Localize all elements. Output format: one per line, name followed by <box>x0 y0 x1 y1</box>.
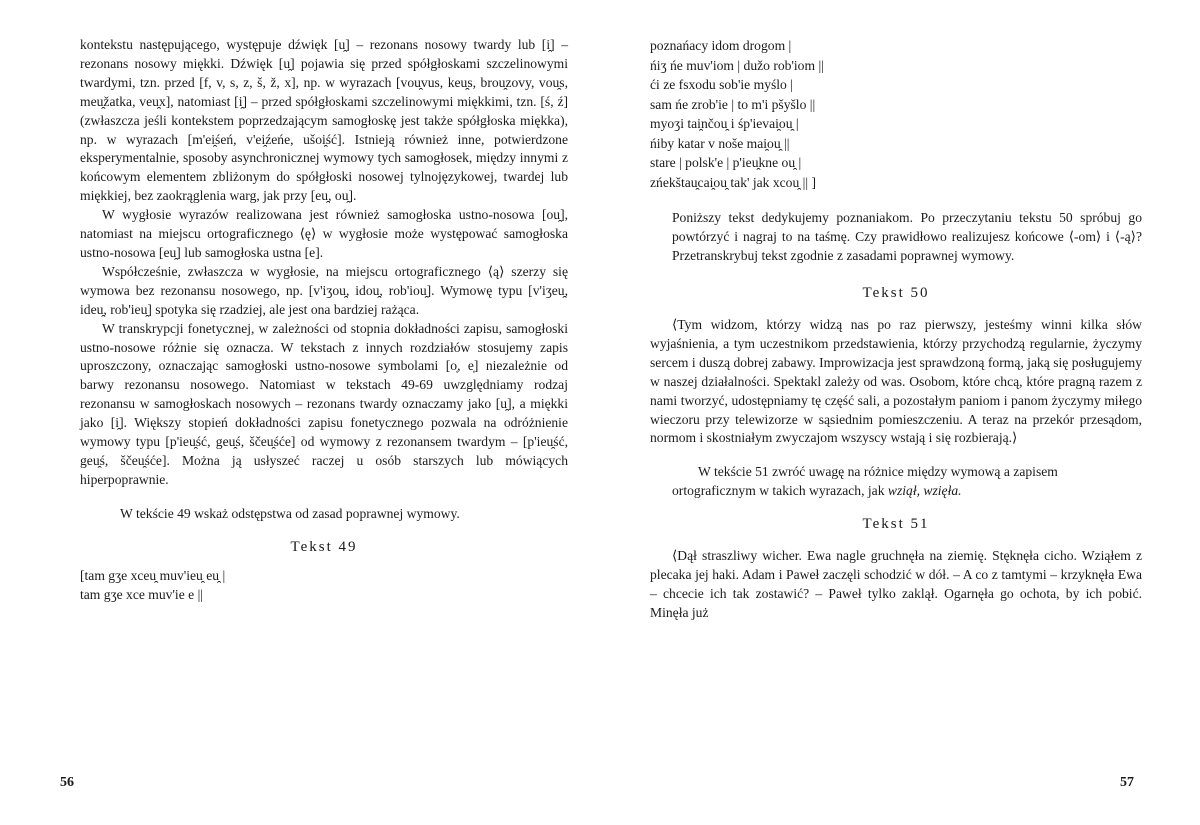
transcription-line: tam gʒe xce muv'ie e || <box>80 587 204 603</box>
exercise-text: ⟨Tym widzom, którzy widzą nas po raz pierwszy, jesteśmy winni kilka słów wyjaśnienia, a tym uczestnikom przedstawienia, którzy przychodzą regularnie, życzymy sercem i duszą dobrej zabawy. Improwizacja jest sprawdzoną formą, jaką się posługujemy w naszej działalności. Spektakl zależy od was. Osobom, które chcą, które pragną razem z nami tworzyć, udostępniamy tę część sali, a pozostałym paniom i panom życzymy miłego wieczoru przy telewizorze w sąsiednim pomieszczeniu. A teraz na przekór przesądom, normom i skostniałym zwyczajom wszyscy wstają i się rozbierają.⟩ <box>650 317 1142 446</box>
instruction-text: W tekście 51 zwróć uwagę na różnice między wymową a zapisem ortograficznym w takich wyrazach, jak <box>672 464 1058 499</box>
transcription-line: ći ze fsxodu sob'ie myślo | <box>650 77 793 92</box>
exercise-instruction: W tekście 49 wskaż odstępstwa od zasad poprawnej wymowy. <box>120 505 460 521</box>
page-number: 56 <box>60 775 74 790</box>
paragraph: W wygłosie wyrazów realizowana jest również samogłoska ustno-nosowa [ou̯], natomiast na miejscu ortograficznego ⟨ę⟩ w wygłosie może występować samogłoska ustno-nosowa [eu̯] lub samogłoska ustna [e]. <box>80 207 568 260</box>
transcription-line: stare | polsk'e | p'ieu̯kne ou̯ | <box>650 155 802 170</box>
transcription-line: [tam gʒe xceu̯ muv'ieu̯ eu̯ | <box>80 567 226 583</box>
paragraph: W transkrypcji fonetycznej, w zależności od stopnia dokładności zapisu, samogłoski ustno-nosowe różnie się oznacza. W tekstach z innych rozdziałów stosujemy zapis uproszczony, oznaczając samogłoski ustno-nosowe symbolami [o̜, e̜] niezależnie od barwy rezonansu nosowego. Natomiast w tekstach 49-69 uwzględniamy rodzaj rezonansu w samogłoskach nosowych – rezonans twardy oznaczamy jako [u̯], a miękki jako [i̯]. Większy stopień dokładności zapisu fonetycznego pozwala na odróżnienie wymowy typu [p'ieu̯ść, geu̯ś, ščeu̯śće] od wymowy z rezonansem twardym – [p'ieu̯ść, geu̯ś, ščeu̯śće]. Można ją usłyszeć raczej u osób starszych lub mówiących hiperpoprawnie. <box>80 320 568 487</box>
exercise-instruction: Poniższy tekst dedykujemy poznaniakom. Po przeczytaniu tekstu 50 spróbuj go powtórzyć i nagraj to na taśmę. Czy prawidłowo realizujesz końcowe ⟨-om⟩ i ⟨-ą⟩? Przetranskrybuj tekst zgodnie z zasadami poprawnej wymowy. <box>672 210 1142 263</box>
page-number: 57 <box>1120 775 1134 790</box>
left-text-column <box>80 36 568 605</box>
right-text-column <box>650 36 1142 623</box>
exercise-text: ⟨Dął straszliwy wicher. Ewa nagle gruchnęła na ziemię. Stęknęła cicho. Wziąłem z plecaka jej haki. Adam i Paweł zaczęli schodzić w dół. – A co z tamtymi – krzyknęła Ewa – chcecie ich tak zostawić? – Paweł tylko zaklął. Ogarnęła go ochota, by ich pobić. Minęła już <box>650 548 1142 621</box>
paragraph: kontekstu następującego, występuje dźwięk [u̯] – rezonans nosowy twardy lub [i̯] – rezonans nosowy miękki. Dźwięk [u̯] pojawia się przed spółgłoskami szczelinowymi twardymi, tzn. przed [f, v, s, z, š, ž, x], np. w wyrazach [vou̯vus, keu̯s, brou̯zovy, vou̯s, meu̯žatka, veu̯x], natomiast [i̯] – przed spółgłoskami szczelinowymi miękkimi, tzn. [ś, ź] (zwłaszcza jeśli kontekstem poprzedzającym samogłoskę jest także spółgłoska miękka), np. w wyrazach [m'ei̯śeń, v'ei̯źeńe, ušoi̯ść]. Istnieją również inne, potwierdzone eksperymentalnie, sposoby asynchronicznej wymowy tych samogłosek, między innymi z końcowym elementem zbliżonym do spółgłoski nosowej tylnojęzykowej, twardej lub miękkiej, bez zaokrąglenia warg, jak przy [eu̯, ou̯]. <box>80 37 568 204</box>
transcription-line: ńiʒ ńe muv'iom | dužo rob'iom || <box>650 57 824 73</box>
transcription-block <box>80 566 568 605</box>
section-heading: Tekst 50 <box>862 285 930 301</box>
section-heading: Tekst 49 <box>290 538 358 555</box>
paragraph: Współcześnie, zwłaszcza w wygłosie, na miejscu ortograficznego ⟨ą⟩ szerzy się wymowa bez rezonansu nosowego, np. [v'iʒou̯, idou̯, rob'iou̯]. Wymowę typu [v'iʒeu̯, ideu̯, rob'ieu̯] spotyka się rzadziej, ale jest ona bardziej rażąca. <box>80 263 568 317</box>
transcription-line: poznańacy idom drogom | <box>650 38 792 53</box>
transcription-line: sam ńe zrob'ie | to m'i pšyšlo || <box>650 96 816 112</box>
transcription-line: myoʒi tai̯nčou̯ i śp'ievai̯ou̯ | <box>650 116 799 131</box>
section-heading: Tekst 51 <box>862 516 930 533</box>
transcription-block <box>650 36 1142 192</box>
example-words: wziął, wzięła. <box>887 483 962 499</box>
exercise-instruction <box>672 462 1142 500</box>
transcription-line: ńiby katar v noše mai̯ou̯ || <box>650 135 790 151</box>
transcription-line: zńekštau̯cai̯ou̯ tak' jak xcou̯ || ] <box>650 174 817 190</box>
